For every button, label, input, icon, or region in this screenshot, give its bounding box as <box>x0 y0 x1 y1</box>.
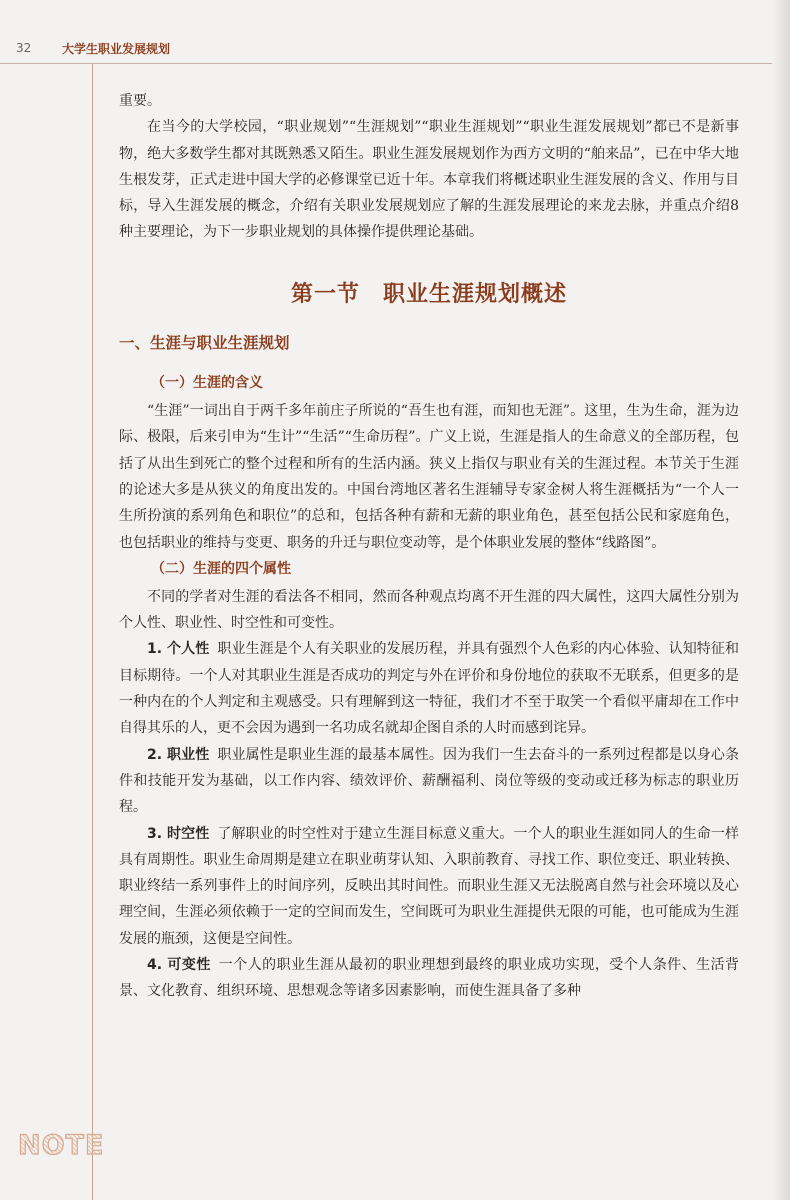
page-number: 32 <box>16 41 32 55</box>
attribute-item-label: 1. 个人性 <box>147 641 210 658</box>
book-title: 大学生职业发展规划 <box>62 42 171 56</box>
attributes-intro-paragraph: 不同的学者对生涯的看法各不相同，然而各种观点均离不开生涯的四大属性，这四大属性分别为个人性、职业性、时空性和可变性。 <box>119 588 739 632</box>
intro-paragraph: 在当今的大学校园，“职业规划”“生涯规划”“职业生涯规划”“职业生涯发展规划”都已不是新事物，绝大多数学生都对其既熟悉又陌生。职业生涯发展规划作为西方文明的“舶来品”，已在中华大地生根发芽，正式走进中国大学的必修课堂已近十年。本章我们将概述职业生涯发展的含义、作用与目标，导入生涯发展的概念，介绍有关职业发展规划应了解的生涯发展理论的来龙去脉，并重点介绍8种主要理论，为下一步职业规划的具体操作提供理论基础。 <box>119 119 739 241</box>
attribute-item-text: 职业生涯是个人有关职业的发展历程，并具有强烈个人色彩的内心体验、认知特征和目标期待。一个人对其职业生涯是否成功的判定与外在评价和身份地位的获取不无联系，但更多的是一种内在的个人判定和主观感受。只有理解到这一特征，我们才不至于取笑一个看似平庸却在工作中自得其乐的人，更不会因为遇到一名功成名就却企图自杀的人时而感到诧异。 <box>119 641 739 737</box>
subheading-meaning: （一）生涯的含义 <box>151 375 263 392</box>
attribute-item-label: 4. 可变性 <box>147 957 211 974</box>
attribute-item <box>119 742 739 821</box>
attribute-item-text: 一个人的职业生涯从最初的职业理想到最终的职业成功实现，受个人条件、生活背景、文化教育、组织环境、思想观念等诸多因素影响，而使生涯具备了多种 <box>119 957 740 1000</box>
header-rule <box>0 63 772 64</box>
section-title: 第一节 职业生涯规划概述 <box>290 281 567 307</box>
meaning-paragraph: “生涯”一词出自于两千多年前庄子所说的“吾生也有涯，而知也无涯”。这里，生为生命，涯为边际、极限，后来引申为“生计”“生活”“生命历程”。广义上说，生涯是指人的生命意义的全部历程，包括了从出生到死亡的整个过程和所有的生活内涵。狭义上指仅与职业有关的生涯过程。本节关于生涯的论述大多是从狭义的角度出发的。中国台湾地区著名生涯辅导专家金树人将生涯概括为“一个人一生所扮演的系列角色和职位”的总和，包括各种有薪和无薪的职业角色，甚至包括公民和家庭角色，也包括职业的维持与变更、职务的升迁与职位变动等，是个体职业发展的整体“线路图”。 <box>119 403 739 551</box>
running-header <box>0 0 790 64</box>
continued-line: 重要。 <box>119 93 161 109</box>
attribute-item-text: 了解职业的时空性对于建立生涯目标意义重大。一个人的职业生涯如同人的生命一样具有周期性。职业生命周期是建立在职业萌芽认知、入职前教育、寻找工作、职位变迁、职业转换、职业终结一系列事件上的时间序列，反映出其时间性。而职业生涯又无法脱离自然与社会环境以及心理空间，生涯必须依赖于一定的空间而发生，空间既可为职业生涯提供无限的可能，也可能成为生涯发展的瓶颈，这便是空间性。 <box>119 825 739 947</box>
attribute-item-text: 职业属性是职业生涯的最基本属性。因为我们一生去奋斗的一系列过程都是以身心条件和技能开发为基础，以工作内容、绩效评价、薪酬福利、岗位等级的变动或迁移为标志的职业历程。 <box>119 746 739 816</box>
subheading-attributes: （二）生涯的四个属性 <box>151 560 291 577</box>
note-margin-icon: NOTE <box>18 1130 105 1161</box>
attribute-item-label: 3. 时空性 <box>147 825 210 842</box>
attribute-item <box>119 821 739 952</box>
heading-level1: 一、生涯与职业生涯规划 <box>119 334 290 353</box>
margin-divider <box>92 64 93 1200</box>
attribute-item <box>119 636 739 741</box>
page-body <box>119 88 739 1005</box>
page-edge-shadow <box>772 0 790 1200</box>
attribute-item <box>119 952 739 1005</box>
attribute-item-label: 2. 职业性 <box>147 746 210 763</box>
